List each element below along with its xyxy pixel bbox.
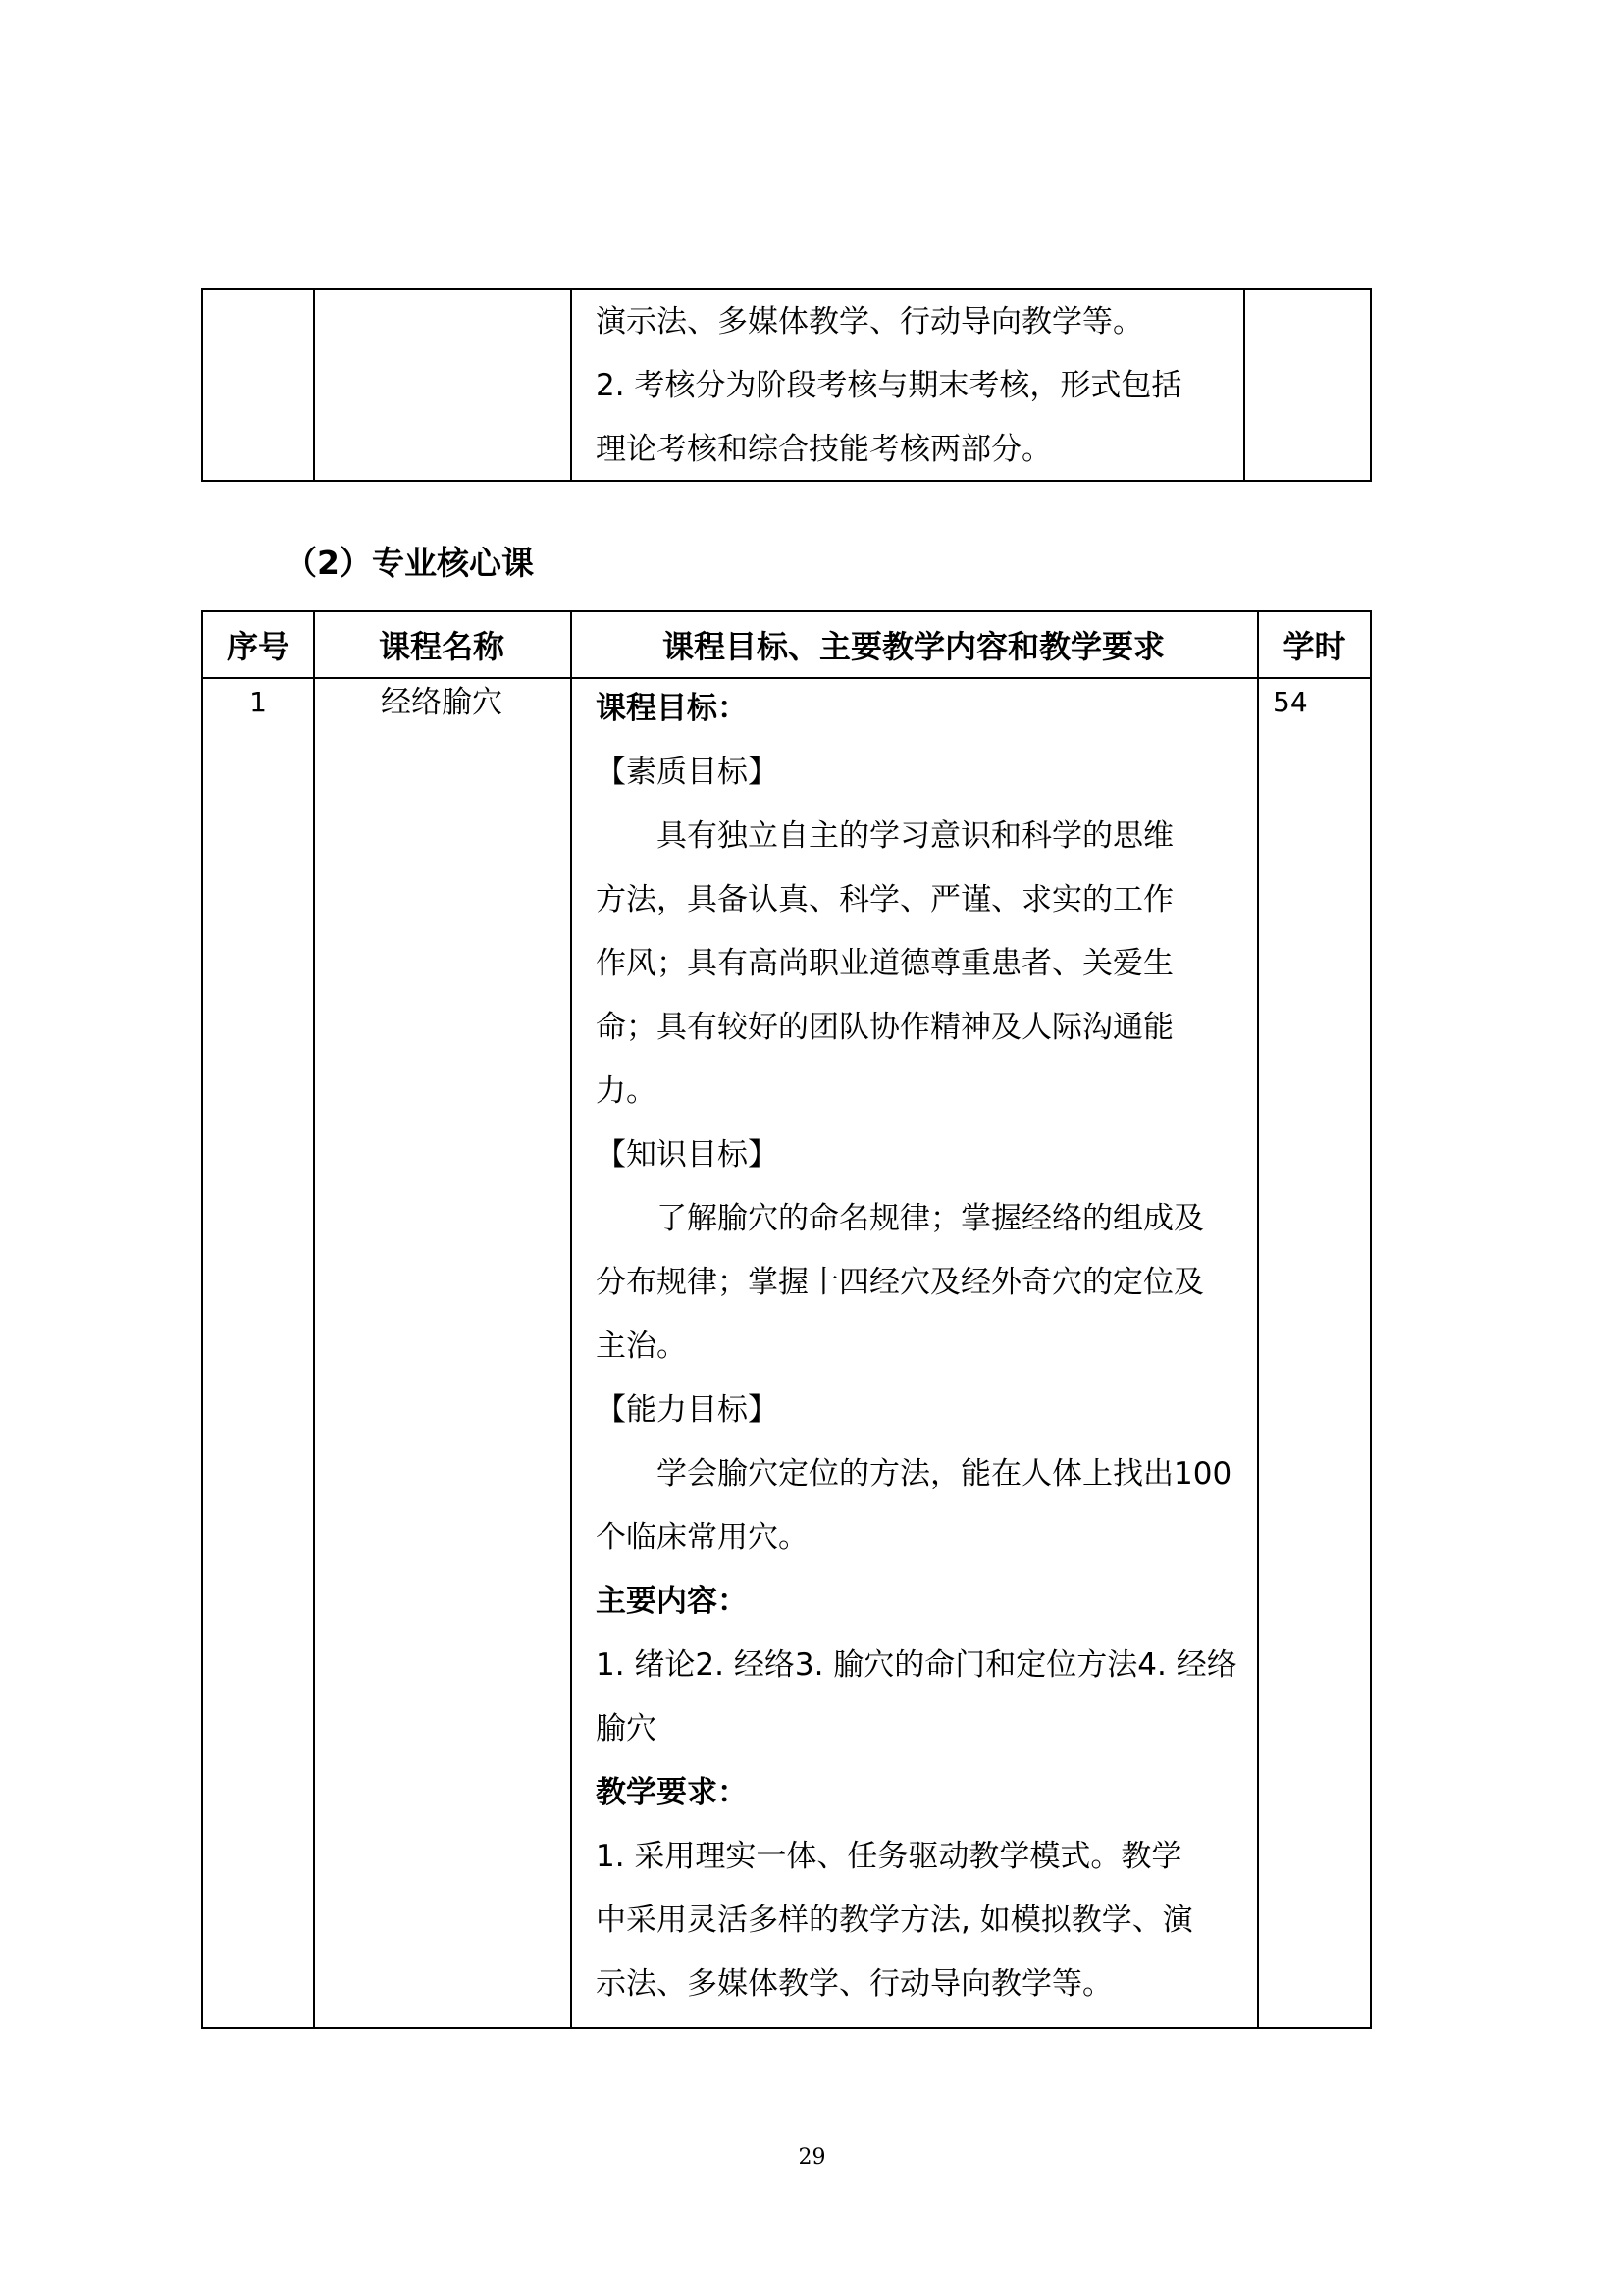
course-hours: 54: [1273, 686, 1308, 718]
teaching-title: 教学要求：: [596, 1775, 748, 1810]
knowledge-line: 主治。: [596, 1329, 687, 1364]
knowledge-line: 分布规律；掌握十四经穴及经外奇穴的定位及: [596, 1265, 1204, 1300]
quality-line: 力。: [596, 1073, 656, 1109]
column-divider: [313, 290, 315, 480]
quality-line: 命；具有较好的团队协作精神及人际沟通能: [596, 1010, 1174, 1045]
quality-line: 方法，具备认真、科学、严谨、求实的工作: [596, 882, 1174, 917]
content-line: 2. 考核分为阶段考核与期末考核，形式包括: [596, 368, 1182, 403]
course-content: [588, 677, 1265, 2016]
page-number: 29: [798, 2145, 826, 2169]
goal-title: 课程目标：: [596, 691, 748, 726]
header-number: 序号: [226, 628, 289, 665]
section-heading: （2）专业核心课: [285, 544, 534, 582]
header-course-name: 课程名称: [378, 628, 504, 665]
content-line: 理论考核和综合技能考核两部分。: [596, 432, 1052, 467]
header-content: 课程目标、主要教学内容和教学要求: [661, 628, 1165, 665]
continued-table: [201, 288, 1372, 482]
column-divider: [570, 290, 572, 480]
teaching-line: 1. 采用理实一体、任务驱动教学模式。教学: [596, 1839, 1182, 1874]
row-number: 1: [249, 686, 267, 718]
column-divider: [1243, 290, 1245, 480]
quality-title: 【素质目标】: [596, 755, 778, 790]
main-content-title: 主要内容：: [596, 1584, 748, 1619]
ability-line: 学会腧穴定位的方法，能在人体上找出100: [656, 1456, 1232, 1491]
teaching-line: 中采用灵活多样的教学方法, 如模拟教学、演: [596, 1903, 1193, 1938]
column-divider: [570, 612, 572, 2027]
knowledge-line: 了解腧穴的命名规律；掌握经络的组成及: [656, 1201, 1204, 1236]
quality-line: 作风；具有高尚职业道德尊重患者、关爱生: [596, 946, 1174, 981]
main-content-line: 1. 绪论2. 经络3. 腧穴的命门和定位方法4. 经络: [596, 1647, 1237, 1683]
content-cell: [588, 290, 1235, 482]
ability-line: 个临床常用穴。: [596, 1520, 809, 1555]
ability-title: 【能力目标】: [596, 1392, 778, 1428]
quality-line: 具有独立自主的学习意识和科学的思维: [656, 818, 1174, 854]
header-hours: 学时: [1283, 628, 1346, 665]
knowledge-title: 【知识目标】: [596, 1137, 778, 1173]
main-content-line: 腧穴: [596, 1711, 656, 1747]
content-line: 演示法、多媒体教学、行动导向教学等。: [596, 304, 1143, 339]
column-divider: [313, 612, 315, 2027]
core-course-table: [201, 610, 1372, 2029]
course-name: 经络腧穴: [381, 685, 502, 720]
teaching-line: 示法、多媒体教学、行动导向教学等。: [596, 1966, 1113, 2002]
